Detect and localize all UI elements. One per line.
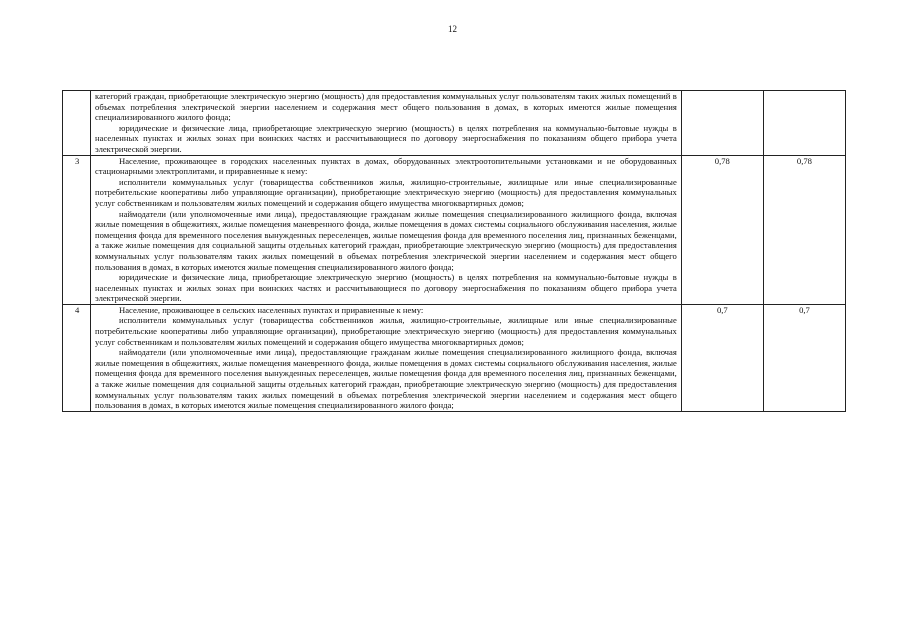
row-description [91, 91, 682, 156]
coefficient-value-1: 0,78 [681, 155, 763, 304]
coefficient-value-2: 0,7 [763, 304, 845, 411]
row-number: 4 [63, 304, 91, 411]
description-paragraph: исполнители коммунальных услуг (товарищества собственников жилья, жилищно-строительные, жилищные или иные специализированные потребительские кооперативы либо управляющие организации), приобретающие электрическую энергию (мощность) для предоставления коммунальных услуг собственникам и пользователям жилых помещений и содержания общего имущества многоквартирных домов; [95, 176, 677, 208]
coefficient-value-2 [763, 91, 845, 156]
tariff-table [62, 90, 846, 412]
table-row [63, 91, 846, 156]
description-paragraph: наймодатели (или уполномоченные ими лица), предоставляющие гражданам жилые помещения специализированного жилищного фонда, включая жилые помещения в общежитиях, жилые помещения маневренного фонда, жилые помещения в домах системы социального обслуживания населения, жилые помещения фонда для временного поселения вынужденных переселенцев, жилые помещения фонда для временного поселения лиц, признанных беженцами, а также жилые помещения для социальной защиты отдельных категорий граждан, приобретающие электрическую энергию (мощность) для предоставления коммунальных услуг пользователям таких жилых помещений в объемах потребления электрической энергии населением и содержания мест общего пользования в домах, в которых имеются жилые помещения специализированного жилого фонда; [95, 347, 677, 411]
coefficient-value-1: 0,7 [681, 304, 763, 411]
table-row [63, 155, 846, 304]
description-paragraph: юридические и физические лица, приобретающие электрическую энергию (мощность) в целях потребления на коммунально-бытовые нужды в населенных пунктах и жилых зонах при воинских частях и рассчитывающиеся по договору энергоснабжения по показаниям общего прибора учета электрической энергии. [95, 272, 677, 304]
coefficient-value-2: 0,78 [763, 155, 845, 304]
row-number: 3 [63, 155, 91, 304]
description-paragraph: наймодатели (или уполномоченные ими лица), предоставляющие гражданам жилые помещения специализированного жилищного фонда, включая жилые помещения в общежитиях, жилые помещения маневренного фонда, жилые помещения в домах системы социального обслуживания населения, жилые помещения фонда для временного поселения вынужденных переселенцев, жилые помещения фонда для временного поселения лиц, признанных беженцами, а также жилые помещения для социальной защиты отдельных категорий граждан, приобретающие электрическую энергию (мощность) для предоставления коммунальных услуг пользователям таких жилых помещений в объемах потребления электрической энергии населением и содержания мест общего пользования в домах, в которых имеются жилые помещения специализированного жилого фонда; [95, 208, 677, 272]
description-paragraph: Население, проживающее в городских населенных пунктах в домах, оборудованных электроотопительными установками и не оборудованных стационарными электроплитами, и приравненные к нему: [95, 155, 677, 177]
row-description [91, 155, 682, 304]
table-row [63, 304, 846, 411]
row-number [63, 91, 91, 156]
page-number: 12 [448, 24, 457, 34]
row-description [91, 304, 682, 411]
description-paragraph: исполнители коммунальных услуг (товарищества собственников жилья, жилищно-строительные, жилищные или иные специализированные потребительские кооперативы либо управляющие организации), приобретающие электрическую энергию (мощность) для предоставления коммунальных услуг собственникам и пользователям жилых помещений и содержания общего имущества многоквартирных домов; [95, 315, 677, 347]
description-paragraph: юридические и физические лица, приобретающие электрическую энергию (мощность) в целях потребления на коммунально-бытовые нужды в населенных пунктах и жилых зонах при воинских частях и рассчитывающиеся по договору энергоснабжения по показаниям общего прибора учета электрической энергии. [95, 122, 677, 154]
coefficient-value-1 [681, 91, 763, 156]
description-paragraph: Население, проживающее в сельских населенных пунктах и приравненные к нему: [119, 304, 424, 315]
description-paragraph: категорий граждан, приобретающие электрическую энергию (мощность) для предоставления коммунальных услуг пользователям таких жилых помещений в объемах потребления электрической энергии населением и содержания мест общего пользования в домах, в которых имеются жилые помещения специализированного жилого фонда; [95, 91, 677, 123]
